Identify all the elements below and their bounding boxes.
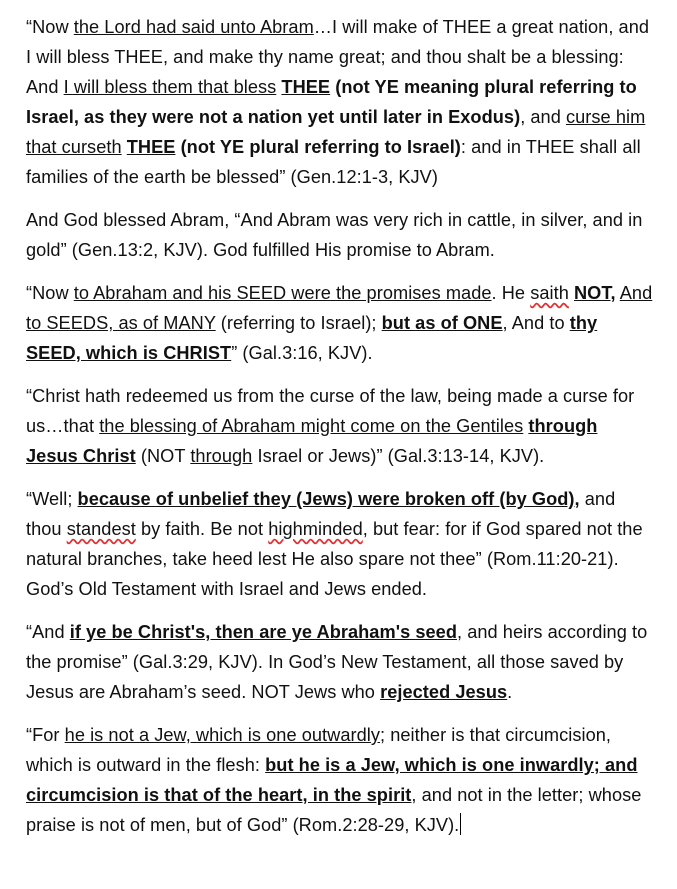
spellcheck-flagged-word: saith [530, 283, 569, 303]
text-run: …I will make of THEE a great nation, and I will bless THEE, and make thy name great; and thou shalt be a blessing: And [26, 17, 650, 97]
text-run: (referring to Israel); [215, 313, 382, 333]
paragraph-romans-2[interactable] [26, 720, 653, 840]
bold-underlined-text: rejected Jesus [380, 682, 508, 702]
text-run: and thou [26, 489, 616, 539]
underlined-text: curse him that curseth [26, 107, 646, 157]
text-run: by faith. Be not [135, 519, 269, 539]
text-run: , and heirs according to the promise” (Gal.3:29, KJV). In God’s New Testament, all those saved by Jesus are Abraham’s seed. NOT Jews who [26, 622, 648, 702]
text-run: “For [26, 725, 65, 745]
spellcheck-flagged-word: standest [66, 519, 136, 539]
bold-underlined-text: but as of ONE [381, 313, 503, 333]
text-run: Israel or Jews)” (Gal.3:13-14, KJV). [252, 446, 545, 466]
text-run: , And to [502, 313, 570, 333]
bold-underlined-text: THEE [281, 77, 331, 97]
underlined-text: to Abraham and his SEED were the promises made [73, 283, 492, 303]
text-run: “Christ hath redeemed us from the curse of the law, being made a curse for us…that [26, 386, 635, 436]
text-run: . He [491, 283, 531, 303]
text-run: “Now [26, 283, 74, 303]
text-run: And God blessed Abram, “And Abram was very rich in cattle, in silver, and in gold” (Gen.13:2, KJV). God fulfilled His promise to Abram. [26, 210, 643, 260]
text-cursor [460, 813, 461, 835]
text-run: “And [26, 622, 70, 642]
text-run: ; neither is that circumcision, which is outward in the flesh: [26, 725, 612, 775]
text-run: : and in THEE shall all families of the earth be blessed” (Gen.12:1-3, KJV) [26, 137, 641, 187]
bold-underlined-text: but he is a Jew, which is one inwardly; and circumcision is that of the heart, in the spirit [26, 755, 638, 805]
bold-underlined-text: because of unbelief they (Jews) were broken off (by God), [77, 489, 580, 509]
bold-underlined-text: through Jesus Christ [26, 416, 598, 466]
underlined-text: he is not a Jew, which is one outwardly [64, 725, 381, 745]
underlined-text: the blessing of Abraham might come on the Gentiles [99, 416, 524, 436]
bold-text: (not YE plural referring to Israel) [175, 137, 461, 157]
text-run: “Now [26, 17, 74, 37]
text-run: “Well; [26, 489, 78, 509]
bold-underlined-text: NOT, [574, 283, 616, 303]
bold-underlined-text: if ye be Christ's, then are ye Abraham's seed [69, 622, 457, 642]
spellcheck-flagged-word: highminded [268, 519, 363, 539]
text-run: (NOT [135, 446, 191, 466]
underlined-text: And to SEEDS, as of MANY [26, 283, 653, 333]
text-run: ” (Gal.3:16, KJV). [231, 343, 373, 363]
text-run: , and not in the letter; whose praise is not of men, but of God” (Rom.2:28-29, KJV). [26, 785, 642, 835]
paragraph-galatians-3-16[interactable] [26, 278, 653, 368]
text-run: . [507, 682, 513, 702]
bold-underlined-text: thy SEED, which is CHRIST [26, 313, 598, 363]
underlined-text: I will bless them that bless [63, 77, 277, 97]
bold-underlined-text: THEE [126, 137, 176, 157]
paragraph-galatians-3-29[interactable] [26, 617, 653, 707]
paragraph-genesis-13[interactable] [26, 205, 653, 265]
paragraph-romans-11[interactable] [26, 484, 653, 604]
bold-text: (not YE meaning plural referring to Israel, as they were not a nation yet until later in Exodus) [26, 77, 637, 127]
paragraph-genesis-12[interactable] [26, 12, 653, 192]
underlined-text: through [190, 446, 253, 466]
paragraph-galatians-3-13[interactable] [26, 381, 653, 471]
underlined-text: the Lord had said unto Abram [73, 17, 314, 37]
text-run: , and [520, 107, 566, 127]
text-run: , but fear: for if God spared not the natural branches, take heed lest He also spare not thee” (Rom.11:20-21). God’s Old Testament with Israel and Jews ended. [26, 519, 643, 599]
